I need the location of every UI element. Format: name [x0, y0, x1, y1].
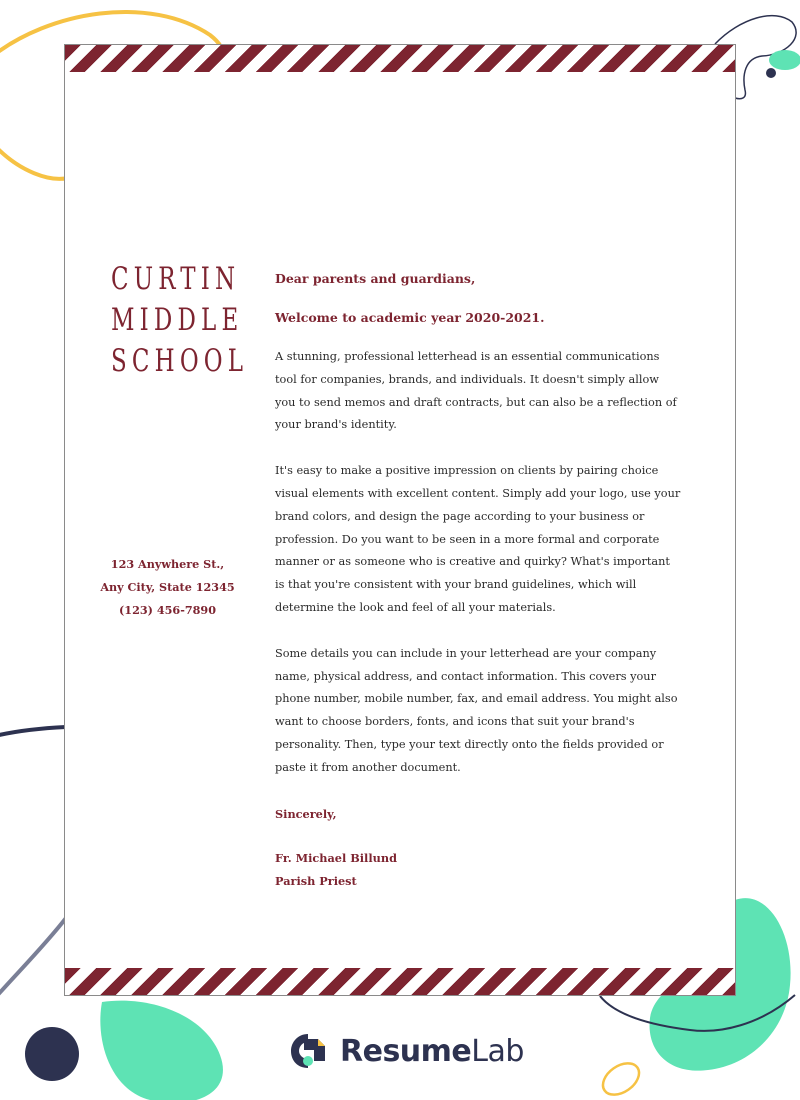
bottom-stripe-border [65, 968, 735, 995]
yellow-ring-bottom-right [597, 1057, 645, 1100]
paragraph-line: visual elements with excellent content. Simply add your logo, use your [275, 486, 681, 500]
letter-body [275, 269, 681, 893]
paragraph [275, 346, 675, 437]
paragraph-line: manner or as someone who is creative and quirky? What's important [275, 555, 670, 569]
paragraph-line: It's easy to make a positive impression on clients by pairing choice [275, 464, 659, 478]
greeting: Dear parents and guardians, [275, 271, 476, 286]
resumelab-logo [288, 1030, 524, 1072]
gray-stroke-left [0, 918, 66, 998]
school-name-line: CURTIN [111, 261, 241, 297]
paragraph-line: personality. Then, type your text directly onto the fields provided or [275, 737, 664, 751]
paragraph-line: brand colors, and design the page according to your business or [275, 509, 645, 523]
signer-title: Parish Priest [275, 874, 357, 889]
brand-name-part1: Resume [340, 1033, 472, 1069]
letterhead-page [64, 44, 736, 996]
paragraph-line: name, physical address, and contact information. This covers your [275, 669, 656, 683]
address-street: 123 Anywhere St., [110, 557, 225, 571]
top-stripe-border [65, 45, 735, 72]
paragraph-line: want to choose borders, fonts, and icons that suit your brand's [275, 715, 635, 729]
brand-name-part2: Lab [471, 1033, 524, 1069]
address-city: Any City, State 12345 [100, 580, 235, 594]
teal-blob-top-right [769, 50, 800, 70]
paragraph-line: determine the look and feel of all your materials. [275, 600, 556, 614]
resumelab-wordmark [340, 1034, 524, 1069]
resumelab-logo-icon [288, 1031, 328, 1071]
paragraph-line: phone number, mobile number, fax, and email address. You might also [275, 692, 678, 706]
navy-stroke-left [0, 727, 66, 736]
closing: Sincerely, [275, 806, 337, 821]
school-name-line: MIDDLE [111, 302, 244, 338]
school-name-line: SCHOOL [111, 343, 249, 379]
signer-name: Fr. Michael Billund [275, 851, 397, 866]
school-name [111, 259, 249, 382]
paragraph-line: is that you're consistent with your brand guidelines, which will [275, 578, 637, 592]
paragraph-line: paste it from another document. [275, 760, 461, 774]
paragraph-line: Some details you can include in your letterhead are your company [275, 646, 657, 660]
teal-blob-bottom-left [100, 1001, 223, 1100]
address-phone: (123) 456-7890 [119, 603, 216, 617]
welcome-line: Welcome to academic year 2020-2021. [275, 310, 545, 325]
paragraph-line: A stunning, professional letterhead is an essential communications [275, 350, 660, 363]
paragraph [275, 460, 681, 620]
paragraph-line: profession. Do you want to be seen in a more formal and corporate [275, 532, 660, 546]
navy-dot-bottom-left [25, 1027, 79, 1081]
paragraph-line: you to send memos and draft contracts, but can also be a reflection of [275, 395, 677, 409]
paragraph-line: tool for companies, brands, and individuals. It doesn't simply allow [275, 372, 659, 386]
navy-dot-top-right [766, 68, 776, 78]
paragraph-line: your brand's identity. [275, 418, 397, 432]
paragraph [275, 643, 678, 780]
school-address [65, 553, 270, 622]
